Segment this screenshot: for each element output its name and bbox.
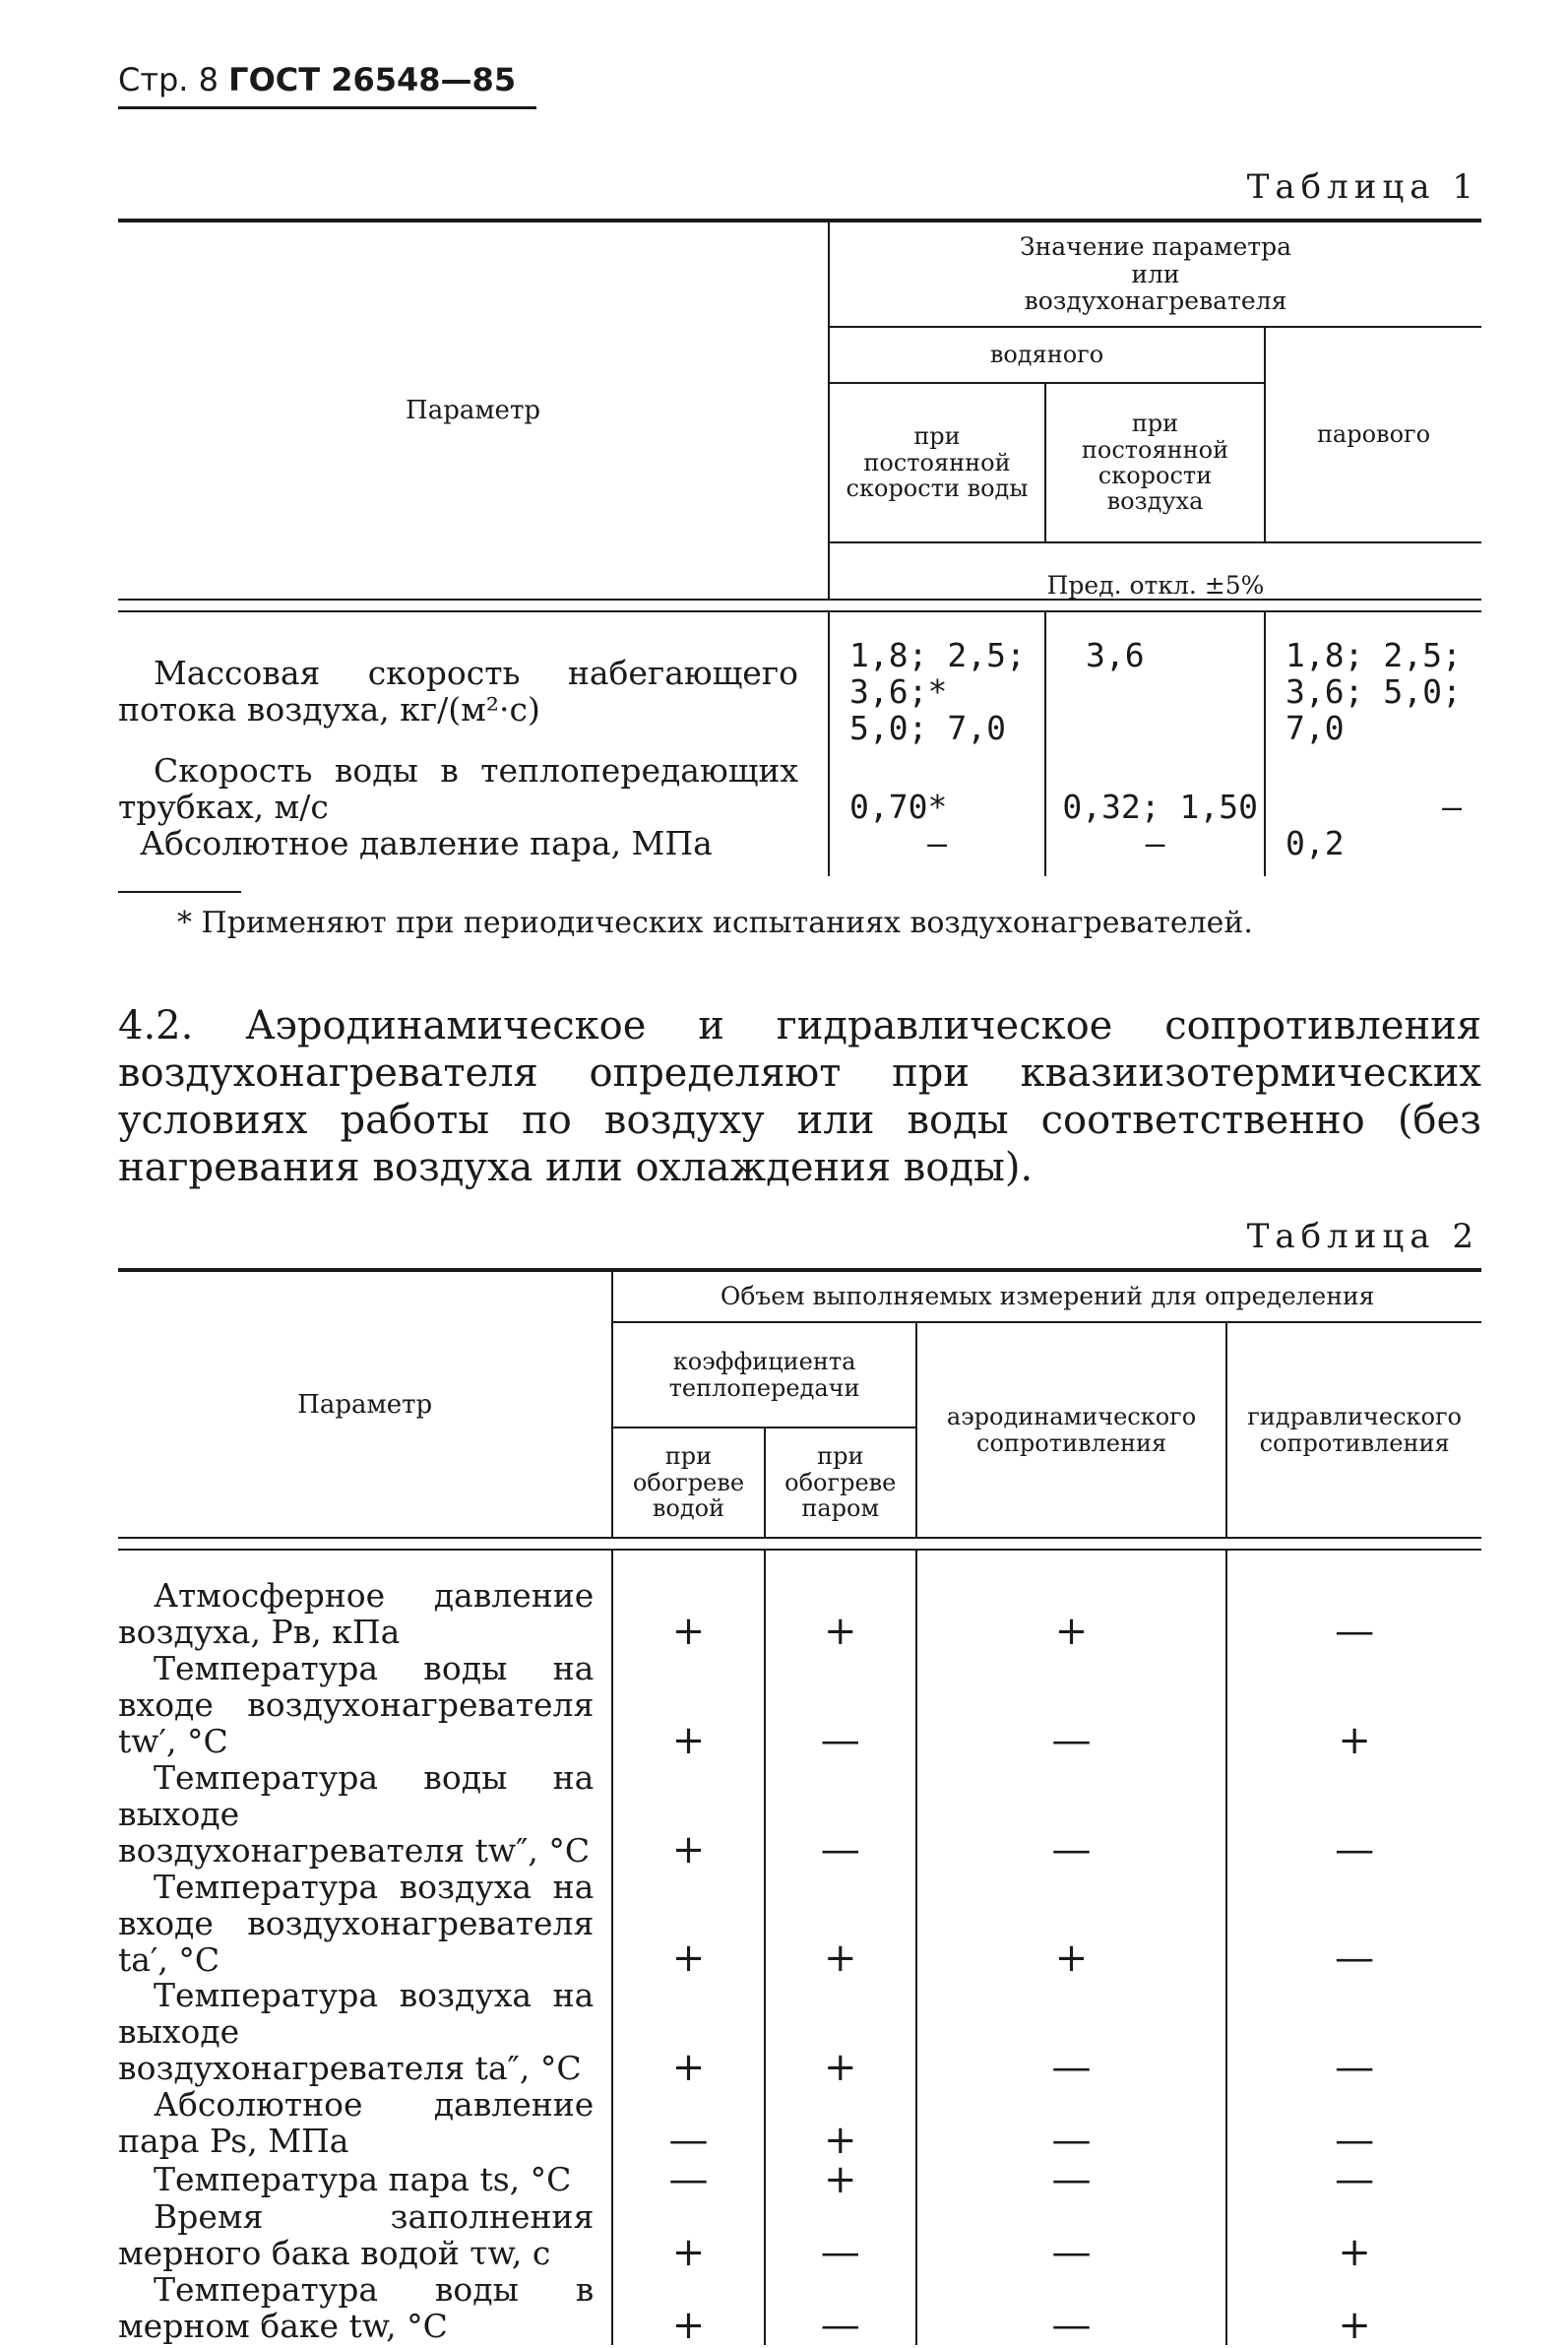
table1-row1-c3: 1,8; 2,5; 3,6; 5,0; 7,0 <box>1265 611 1481 747</box>
table2-row <box>118 2272 1481 2345</box>
table1-param-header: Параметр <box>406 396 540 425</box>
table1-steam-header: парового <box>1265 327 1481 542</box>
table1-row1-c1: 1,8; 2,5; 3,6;* 5,0; 7,0 <box>829 611 1045 747</box>
table2-row6-v4: — <box>1226 2087 1481 2160</box>
table2-row1-v4: — <box>1226 1578 1481 1651</box>
table2-row7-v1: — <box>612 2160 764 2199</box>
table2-col-hydro: гидравлического сопротивления <box>1226 1322 1481 1538</box>
table2-row8-v2: — <box>765 2199 916 2272</box>
table2-row1-v1: + <box>612 1578 764 1651</box>
table2-row <box>118 2160 1481 2199</box>
page-label: Стр. 8 <box>118 61 219 98</box>
table2-row <box>118 1578 1481 1651</box>
table2-row4-v4: — <box>1226 1870 1481 1979</box>
table2-row7-v4: — <box>1226 2160 1481 2199</box>
table1-row2-param: Скорость воды в теплопередающих трубках, м/с <box>118 750 798 826</box>
standard-number: ГОСТ 26548—85 <box>228 61 517 98</box>
table2-row5-v4: — <box>1226 1978 1481 2087</box>
table2-row6-v1: — <box>612 2087 764 2160</box>
table2-row8-v3: — <box>916 2199 1226 2272</box>
table2-row3-v4: — <box>1226 1760 1481 1870</box>
table2-row5-param: Температура воздуха на выходе воздухонагревателя ta″, °С <box>118 1976 595 2088</box>
table2-row <box>118 1760 1481 1870</box>
table2-row9-v4: + <box>1226 2272 1481 2345</box>
page-header <box>118 61 536 109</box>
table2-row8-param: Время заполнения мерного бака водой τw, с <box>118 2197 595 2273</box>
table1-caption: Таблица 1 <box>1246 167 1479 207</box>
table2-coef-header: коэффициента теплопередачи <box>612 1322 916 1428</box>
table2-row <box>118 2199 1481 2272</box>
table2-row <box>118 1978 1481 2087</box>
table2-row3-v2: — <box>765 1760 916 1870</box>
table2-col-aero: аэродинамического сопротивления <box>916 1322 1226 1538</box>
table1-row1-c2: 3,6 <box>1045 611 1265 747</box>
table1-row2-c2: 0,32; 1,50 <box>1045 747 1265 826</box>
table2-row3-v3: — <box>916 1760 1226 1870</box>
table2-row9-v3: — <box>916 2272 1226 2345</box>
table2-row4-v2: + <box>765 1870 916 1979</box>
table2-row3-param: Температура воды на выходе воздухонагревателя tw″, °С <box>118 1757 595 1870</box>
table1-tolerance: Пред. откл. ±5% <box>829 542 1481 600</box>
table2-row2-v3: — <box>916 1651 1226 1760</box>
table2-row7-v2: + <box>765 2160 916 2199</box>
table2-caption: Таблица 2 <box>1246 1217 1479 1256</box>
table2-row9-param: Температура воды в мерном баке tw, °С <box>118 2270 595 2346</box>
table2-row <box>118 2087 1481 2160</box>
table2-row1-v2: + <box>765 1578 916 1651</box>
table2-row2-v4: + <box>1226 1651 1481 1760</box>
table2-row5-v2: + <box>765 1978 916 2087</box>
table1-col-const-air: при постоянной скорости воздуха <box>1045 383 1265 542</box>
footnote-rule <box>118 891 241 893</box>
table2-row <box>118 1651 1481 1760</box>
table2-row7-param: Температура пара ts, °С <box>154 2159 572 2198</box>
table2-row8-v1: + <box>612 2199 764 2272</box>
table2-row2-param: Температура воды на входе воздухонагревателя tw′, °С <box>118 1648 595 1760</box>
table1-row3-c1: — <box>829 826 1045 876</box>
table1-row3-c3: 0,2 <box>1265 826 1481 876</box>
table1-col-const-water: при постоянной скорости воды <box>829 383 1045 542</box>
table2-scope-header: Объем выполняемых измерений для определения <box>612 1270 1481 1322</box>
table2-row1-v3: + <box>916 1578 1226 1651</box>
table2-row5-v1: + <box>612 1978 764 2087</box>
table2-row7-v3: — <box>916 2160 1226 2199</box>
table1-row1-param: Массовая скорость набегающего потока воздуха, кг/(м²·с) <box>118 654 798 730</box>
table2-row5-v3: — <box>916 1978 1226 2087</box>
table2 <box>118 1268 1481 2348</box>
table2-col-steam-heat: при обогреве паром <box>765 1428 916 1538</box>
table2-row1-param: Атмосферное давление воздуха, Pв, кПа <box>118 1576 595 1651</box>
table2-col-water-heat: при обогреве водой <box>612 1428 764 1538</box>
table1-footnote: * Применяют при периодических испытаниях воздухонагревателей. <box>177 906 1253 940</box>
table1-row2-c3: — <box>1265 747 1481 826</box>
table1 <box>118 219 1481 876</box>
table2-row2-v1: + <box>612 1651 764 1760</box>
table2-row6-param: Абсолютное давление пара Ps, МПа <box>118 2085 595 2161</box>
table1-row2-c1: 0,70* <box>829 747 1045 826</box>
table2-row9-v2: — <box>765 2272 916 2345</box>
table2-row <box>118 1870 1481 1979</box>
table1-water-header: водяного <box>829 327 1265 383</box>
table2-row2-v2: — <box>765 1651 916 1760</box>
table2-row8-v4: + <box>1226 2199 1481 2272</box>
table2-row4-v1: + <box>612 1870 764 1979</box>
table2-row9-v1: + <box>612 2272 764 2345</box>
table1-row3-param: Абсолютное давление пара, МПа <box>140 823 713 862</box>
table2-param-header: Параметр <box>297 1389 433 1420</box>
table2-row6-v2: + <box>765 2087 916 2160</box>
table2-row3-v1: + <box>612 1760 764 1870</box>
table2-row4-v3: + <box>916 1870 1226 1979</box>
table1-value-header: Значение параметра или воздухонагревателя <box>829 221 1481 327</box>
table2-row6-v3: — <box>916 2087 1226 2160</box>
table2-row4-param: Температура воздуха на входе воздухонагревателя ta′, °С <box>118 1867 595 1979</box>
paragraph-4-2: 4.2. Аэродинамическое и гидравлическое сопротивления воздухонагревателя определяют при квазиизотермических условиях работы по воздуху или воды соответственно (без нагревания воздуха или охлаждения воды). <box>118 1003 1481 1190</box>
table1-row3-c2: — <box>1045 826 1265 876</box>
